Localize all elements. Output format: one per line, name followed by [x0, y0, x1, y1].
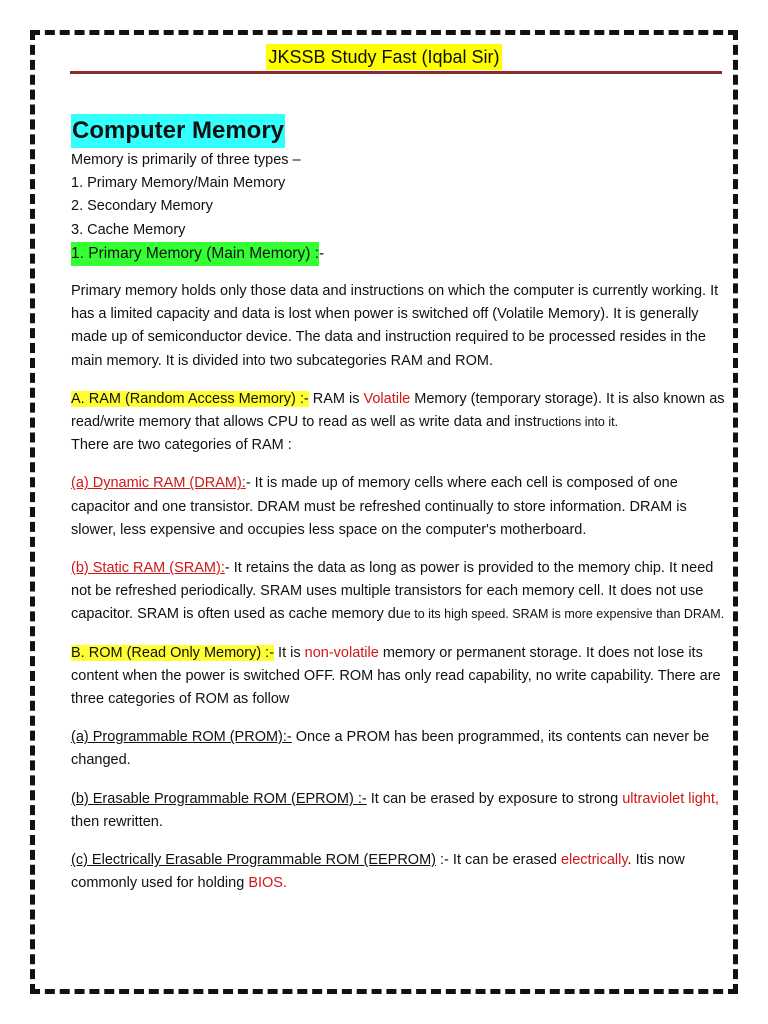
sram-text-small: e to its high speed. SRAM is more expensive than DRAM.: [403, 607, 725, 622]
ram-text: Memory (temporary storage). It is also known as read/write memory that allows CPU to read as well as write data and instr: [71, 390, 725, 431]
dram-heading: (a) Dynamic RAM (DRAM):: [71, 475, 246, 492]
sram-text: It retains the data as long as power is provided to the memory chip. It need not be refreshed periodically. SRAM uses multiple transistors for each memory cell. It does not use capacitor. SRAM is often used as cache memory du: [71, 560, 714, 623]
ram-text-small: uctions into it.: [541, 415, 619, 430]
primary-memory-heading-text: 1. Primary Memory (Main Memory) :: [71, 242, 319, 266]
eeprom-text: . Itis now commonly used for holding: [71, 852, 685, 892]
page-header: [0, 44, 768, 70]
eeprom-heading: (c) Electrically Erasable Programmable ROM (EEPROM): [71, 852, 436, 869]
eprom-text: It can be erased by exposure to strong: [366, 790, 623, 807]
rom-text: memory or permanent storage. It does not lose its content when the power is switched OFF. ROM has only read capability, no write capability. There are three categories of ROM as follow: [71, 644, 721, 708]
ram-volatile-term: Volatile: [363, 390, 411, 407]
eprom-text: then rewritten.: [71, 813, 163, 830]
primary-memory-heading: [71, 242, 726, 266]
primary-memory-heading-tail: -: [319, 244, 325, 262]
eprom-paragraph: [71, 788, 726, 834]
ram-categories-line: There are two categories of RAM :: [71, 437, 292, 454]
eeprom-electrically-term: electrically: [560, 852, 628, 869]
rom-heading: B. ROM (Read Only Memory) :-: [71, 644, 275, 661]
header-divider: [70, 71, 722, 74]
prom-text: Once a PROM has been programmed, its contents can never be changed.: [71, 729, 710, 769]
rom-nonvolatile-term: non-volatile: [304, 644, 379, 661]
document-body: [71, 114, 726, 895]
eprom-heading: (b) Erasable Programmable ROM (EPROM) :-: [71, 790, 367, 807]
eeprom-text: :- It can be erased: [436, 852, 561, 869]
memory-type-item: 2. Secondary Memory: [71, 198, 213, 215]
eprom-uv-term: ultraviolet light,: [622, 790, 719, 807]
bios-term: BIOS.: [248, 875, 288, 892]
memory-type-item: 3. Cache Memory: [71, 221, 186, 238]
prom-paragraph: [71, 726, 726, 772]
ram-paragraph: [71, 388, 726, 458]
ram-heading: A. RAM (Random Access Memory) :-: [71, 390, 309, 407]
dram-text: It is made up of memory cells where each cell is composed of one capacitor and one transistor. DRAM must be refreshed continually to store information. DRAM is slower, less expensive and occupies less space on the computer's motherboard.: [71, 475, 687, 538]
sram-heading: (b) Static RAM (SRAM):: [71, 560, 225, 577]
sram-paragraph: [71, 557, 726, 627]
dram-separator: -: [245, 475, 251, 492]
primary-memory-paragraph: Primary memory holds only those data and instructions on which the computer is currently working. It has a limited capacity and data is lost when power is switched off (Volatile Memory). It is generally made up of semiconductor device. The data and instruction required to be processed resides in the main memory. It is divided into two subcategories RAM and ROM.: [71, 283, 719, 369]
memory-intro: [71, 114, 726, 266]
dram-paragraph: [71, 472, 726, 542]
memory-type-item: 1. Primary Memory/Main Memory: [71, 175, 286, 192]
ram-text: RAM is: [308, 390, 364, 407]
header-title: JKSSB Study Fast (Iqbal Sir): [266, 44, 501, 70]
prom-heading: (a) Programmable ROM (PROM):-: [71, 729, 292, 746]
rom-paragraph: [71, 642, 726, 712]
section-title: Computer Memory: [71, 114, 285, 148]
intro-lead: Memory is primarily of three types –: [71, 152, 301, 168]
sram-separator: -: [224, 560, 230, 577]
eeprom-paragraph: [71, 849, 726, 895]
rom-text: It is: [274, 644, 305, 661]
